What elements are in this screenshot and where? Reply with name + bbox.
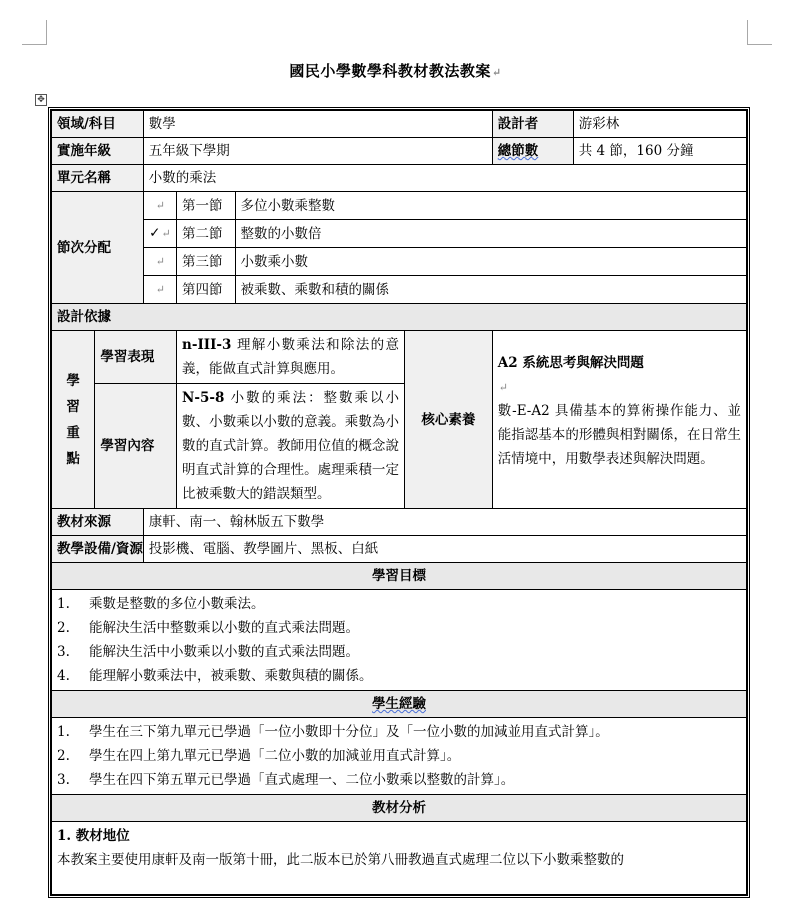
session-check-2[interactable]: ✓↵ xyxy=(143,220,176,248)
list-item: 3. 能解決生活中小數乘以小數的直式乘法問題。 xyxy=(57,644,359,660)
domain-label: 領域/科目 xyxy=(52,111,144,138)
header-row-unit xyxy=(52,165,747,192)
analysis-sub-heading: 1. 教材地位 xyxy=(57,828,130,844)
analysis-body-row xyxy=(52,822,747,895)
basis-label: 設計依據 xyxy=(52,304,747,331)
unit-label: 單元名稱 xyxy=(52,165,144,192)
list-item: 2. 能解決生活中整數乘以小數的直式乘法問題。 xyxy=(57,620,359,636)
core-text: 數-E-A2 具備基本的算術操作能力、並能指認基本的形體與相對關係，在日常生活情境中，用數學表述與解決問題。 xyxy=(497,403,741,467)
content-code: N-5-8 xyxy=(182,390,225,406)
lesson-plan-table xyxy=(48,107,750,898)
equipment-label: 教學設備/資源 xyxy=(52,536,144,563)
session-name-4: 第四節 xyxy=(177,276,236,304)
sessions-label: 節次分配 xyxy=(52,192,144,304)
session-topic-1: 多位小數乘整數 xyxy=(235,192,746,220)
list-item: 2. 學生在四上第九單元已學過「二位小數的加減並用直式計算」。 xyxy=(57,748,461,764)
source-row xyxy=(52,509,747,536)
session-name-1: 第一節 xyxy=(177,192,236,220)
list-item: 1. 學生在三下第九單元已學過「一位小數即十分位」及「一位小數的加減並用直式計算」。 xyxy=(57,724,609,740)
session-topic-3: 小數乘小數 xyxy=(235,248,746,276)
crop-mark-top-left xyxy=(22,20,47,45)
session-row-4 xyxy=(52,276,747,304)
performance-label: 學習表現 xyxy=(95,331,177,384)
performance-text: 理解小數乘法和除法的意義，能做直式計算與應用。 xyxy=(182,337,399,377)
core-label: 核心素養 xyxy=(405,331,493,509)
session-check-3[interactable]: ↵ xyxy=(143,248,176,276)
analysis-body: 本教案主要使用康軒及南一版第十冊，此二版本已於第八冊教過直式處理二位以下小數乘整數的 xyxy=(57,852,624,868)
domain-value[interactable]: 數學 xyxy=(143,111,492,138)
header-row-grade xyxy=(52,138,747,165)
unit-value[interactable]: 小數的乘法 xyxy=(143,165,746,192)
source-value[interactable]: 康軒、南一、翰林版五下數學 xyxy=(143,509,746,536)
grade-label: 實施年級 xyxy=(52,138,144,165)
document-title-text: 國民小學數學科教材教法教案 xyxy=(289,62,491,80)
paragraph-mark-icon: ↵ xyxy=(491,66,502,79)
objectives-title: 學習目標 xyxy=(52,563,747,590)
content-cell[interactable] xyxy=(177,384,405,509)
basis-row xyxy=(52,304,747,331)
equipment-value[interactable]: 投影機、電腦、教學圖片、黑板、白紙 xyxy=(143,536,746,563)
session-row-3 xyxy=(52,248,747,276)
objectives-title-row xyxy=(52,563,747,590)
session-topic-2: 整數的小數倍 xyxy=(240,225,322,242)
session-check-1[interactable]: ↵ xyxy=(143,192,176,220)
performance-cell[interactable] xyxy=(177,331,405,384)
experience-list-row xyxy=(52,718,747,795)
session-topic-4: 被乘數、乘數和積的關係 xyxy=(235,276,746,304)
checkmark-icon: ✓ xyxy=(149,225,161,241)
experience-title-row xyxy=(52,691,747,718)
list-item: 4. 能理解小數乘法中，被乘數、乘數與積的關係。 xyxy=(57,668,373,684)
total-value[interactable]: 共 4 節，160 分鐘 xyxy=(578,143,694,159)
designer-value[interactable]: 游彩林 xyxy=(578,116,620,132)
session-name-2: 第二節 xyxy=(177,220,236,248)
source-label: 教材來源 xyxy=(52,509,144,536)
session-check-4[interactable]: ↵ xyxy=(143,276,176,304)
content-label: 學習內容 xyxy=(95,384,177,509)
session-row-2 xyxy=(52,220,747,248)
crop-mark-top-right xyxy=(747,20,772,45)
core-cell[interactable]: A2 系統思考與解決問題 ↵ 數-E-A2 具備基本的算術操作能力、並能指認基本的形體與相對關係，在日常生活情境中，用數學表述與解決問題。 xyxy=(492,331,746,509)
experience-list[interactable] xyxy=(52,718,747,795)
total-label: 總節數 xyxy=(497,143,539,159)
objectives-list-row xyxy=(52,590,747,691)
grade-value[interactable]: 五年級下學期 xyxy=(143,138,492,165)
analysis-body-cell[interactable] xyxy=(52,822,747,895)
learning-focus-label: 學 習 重 點 xyxy=(52,331,95,509)
equipment-row xyxy=(52,536,747,563)
experience-title: 學生經驗 xyxy=(372,696,426,712)
performance-row xyxy=(52,331,747,384)
session-name-3: 第三節 xyxy=(177,248,236,276)
list-item: 3. 學生在四下第五單元已學過「直式處理一、二位小數乘以整數的計算」。 xyxy=(57,772,515,788)
content-text: 小數的乘法：整數乘以小數、小數乘以小數的意義。乘數為小數的直式計算。教師用位值的概念說明直式計算的合理性。處理乘積一定比被乘數大的錯誤類型。 xyxy=(182,390,399,502)
document-title xyxy=(0,60,791,81)
session-row-1 xyxy=(52,192,747,220)
performance-code: n-III-3 xyxy=(182,337,232,353)
objectives-list[interactable] xyxy=(52,590,747,691)
designer-label: 設計者 xyxy=(493,111,574,137)
analysis-title: 教材分析 xyxy=(52,795,747,822)
analysis-title-row xyxy=(52,795,747,822)
list-item: 1. 乘數是整數的多位小數乘法。 xyxy=(57,596,265,612)
core-title: A2 系統思考與解決問題 xyxy=(497,355,644,371)
table-move-handle-icon[interactable]: ✥ xyxy=(35,94,47,106)
header-row-domain xyxy=(52,111,747,138)
